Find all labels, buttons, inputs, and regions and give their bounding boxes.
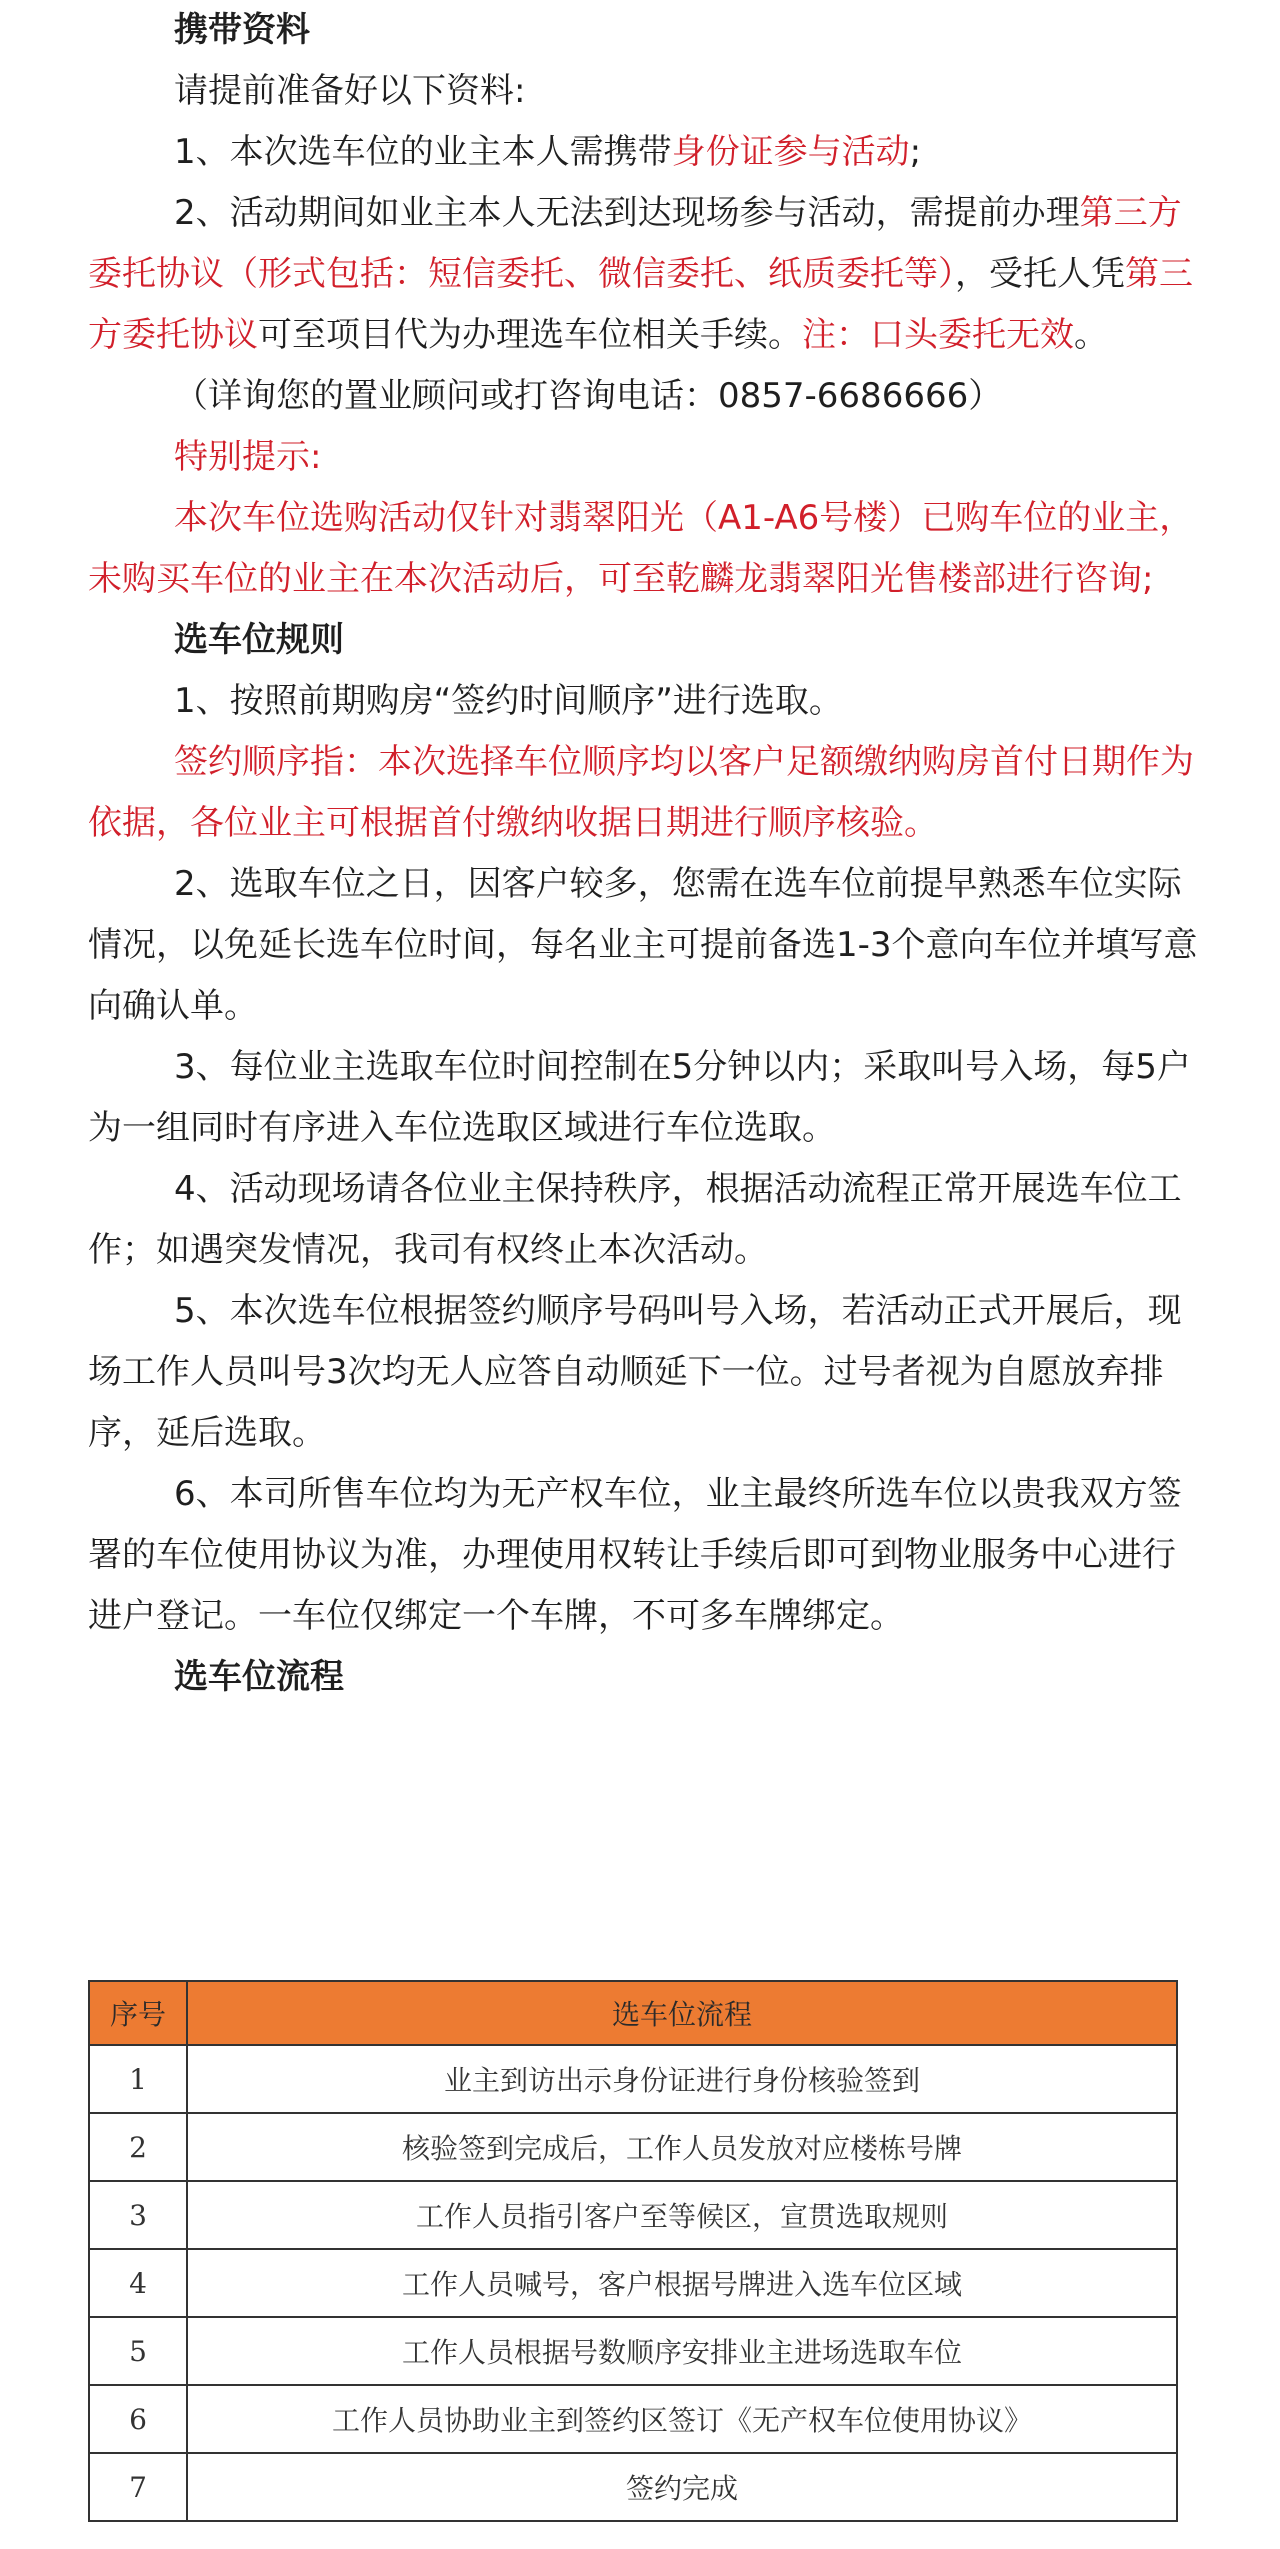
row-step: 核验签到完成后，工作人员发放对应楼栋号牌 — [187, 2113, 1177, 2181]
contact-info: （详询您的置业顾问或打咨询电话：0857-6686666） — [174, 376, 1003, 416]
row-number: 3 — [89, 2181, 187, 2249]
table-row — [89, 2113, 1177, 2181]
item1-highlight: 身份证参与活动 — [671, 132, 910, 172]
rules-heading: 选车位规则 — [174, 620, 344, 660]
header-number: 序号 — [89, 1981, 187, 2045]
row-step: 工作人员指引客户至等候区，宣贯选取规则 — [187, 2181, 1177, 2249]
row-step: 签约完成 — [187, 2453, 1177, 2521]
row-step: 工作人员协助业主到签约区签订《无产权车位使用协议》 — [187, 2385, 1177, 2453]
table-row — [89, 2249, 1177, 2317]
item2-highlight-3: 注：口头委托无效 — [802, 315, 1074, 355]
row-step: 工作人员喊号，客户根据号牌进入选车位区域 — [187, 2249, 1177, 2317]
rule-2: 2、选取车位之日，因客户较多，您需在选车位前提早熟悉车位实际情况，以免延长选车位时间，每名业主可提前备选1-3个意向车位并填写意向确认单。 — [88, 864, 1198, 1026]
table-header-row — [89, 1981, 1177, 2045]
document-body — [88, 0, 1198, 1708]
item2-text-c: 可至项目代为办理选车位相关手续。 — [258, 315, 802, 355]
item2-highlight-1: 第三方委托协议（形式包括：短信委托、微信委托、纸质委托等） — [88, 193, 1182, 294]
special-note-title: 特别提示: — [174, 437, 322, 477]
item2-text-b: ，受托人凭 — [955, 254, 1125, 294]
table-row — [89, 2317, 1177, 2385]
row-number: 2 — [89, 2113, 187, 2181]
rule-3: 3、每位业主选取车位时间控制在5分钟以内；采取叫号入场，每5户为一组同时有序进入车位选取区域进行车位选取。 — [88, 1047, 1191, 1148]
rule-4: 4、活动现场请各位业主保持秩序，根据活动流程正常开展选车位工作；如遇突发情况，我司有权终止本次活动。 — [88, 1169, 1182, 1270]
flow-table — [88, 1980, 1178, 2522]
table-row — [89, 2385, 1177, 2453]
materials-intro: 请提前准备好以下资料: — [174, 71, 526, 111]
row-step: 工作人员根据号数顺序安排业主进场选取车位 — [187, 2317, 1177, 2385]
table-row — [89, 2181, 1177, 2249]
rule-1-note: 签约顺序指：本次选择车位顺序均以客户足额缴纳购房首付日期作为依据，各位业主可根据首付缴纳收据日期进行顺序核验。 — [88, 742, 1194, 843]
item1-end: ; — [909, 132, 922, 172]
rule-5: 5、本次选车位根据签约顺序号码叫号入场，若活动正式开展后，现场工作人员叫号3次均无人应答自动顺延下一位。过号者视为自愿放弃排序，延后选取。 — [88, 1291, 1182, 1453]
row-step: 业主到访出示身份证进行身份核验签到 — [187, 2045, 1177, 2113]
materials-heading: 携带资料 — [174, 10, 310, 50]
row-number: 7 — [89, 2453, 187, 2521]
row-number: 6 — [89, 2385, 187, 2453]
rule-6: 6、本司所售车位均为无产权车位，业主最终所选车位以贵我双方签署的车位使用协议为准，办理使用权转让手续后即可到物业服务中心进行进户登记。一车位仅绑定一个车牌，不可多车牌绑定。 — [88, 1474, 1182, 1636]
table-row — [89, 2453, 1177, 2521]
flow-heading: 选车位流程 — [174, 1657, 344, 1697]
row-number: 4 — [89, 2249, 187, 2317]
item2-highlight-2: 第三方委托协议 — [88, 254, 1193, 355]
row-number: 5 — [89, 2317, 187, 2385]
special-note-text: 本次车位选购活动仅针对翡翠阳光（A1-A6号楼）已购车位的业主，未购买车位的业主在本次活动后，可至乾麟龙翡翠阳光售楼部进行咨询; — [88, 498, 1194, 599]
materials-item-1 — [88, 122, 1198, 183]
item1-text: 1、本次选车位的业主本人需携带 — [174, 132, 672, 172]
rule-1: 1、按照前期购房“签约时间顺序”进行选取。 — [174, 681, 843, 721]
table-row — [89, 2045, 1177, 2113]
header-step: 选车位流程 — [187, 1981, 1177, 2045]
row-number: 1 — [89, 2045, 187, 2113]
materials-item-2 — [88, 183, 1198, 366]
item2-text-a: 2、活动期间如业主本人无法到达现场参与活动，需提前办理 — [174, 193, 1080, 233]
item2-text-d: 。 — [1074, 315, 1108, 355]
